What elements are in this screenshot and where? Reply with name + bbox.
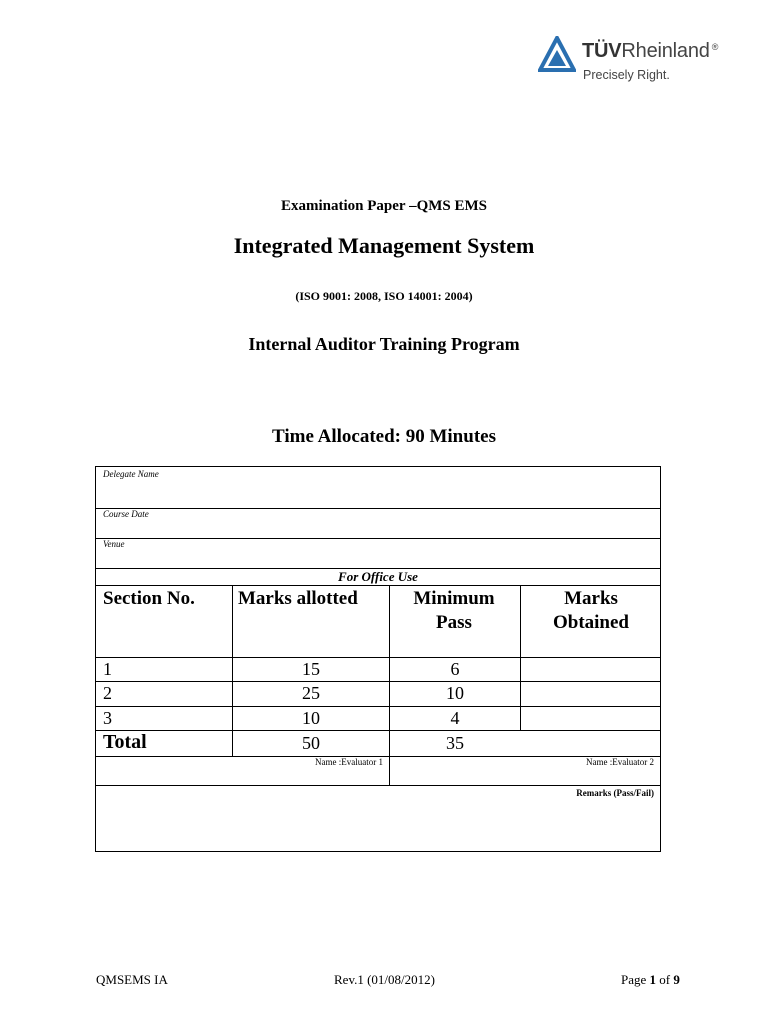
column-header-marks-obtained: Marks Obtained (552, 588, 630, 633)
total-minimum-pass: 35 (446, 733, 464, 753)
divider (96, 730, 660, 731)
tuv-rheinland-logo (538, 34, 738, 90)
standards-line: (ISO 9001: 2008, ISO 14001: 2004) (295, 289, 473, 303)
footer-doc-code: QMSEMS IA (96, 972, 168, 987)
evaluator-2-label: Name :Evaluator 2 (586, 757, 654, 767)
logo-tagline: Precisely Right. (583, 68, 670, 82)
footer-page-number: Page 1 of 9 (621, 972, 680, 987)
column-header-marks-allotted: Marks allotted (238, 588, 358, 609)
row-section: 3 (103, 708, 112, 728)
total-marks-allotted: 50 (302, 733, 320, 753)
divider (96, 585, 660, 586)
divider (96, 785, 660, 786)
divider (520, 585, 521, 730)
row-minimum-pass: 6 (450, 659, 460, 679)
column-header-minimum-pass: Minimum Pass (413, 588, 495, 633)
logo-triangle-icon (538, 36, 576, 72)
divider (96, 706, 660, 707)
divider (96, 657, 660, 658)
evaluator-1-label: Name :Evaluator 1 (315, 757, 383, 767)
row-marks-allotted: 10 (302, 708, 320, 728)
exam-form (95, 466, 661, 852)
row-minimum-pass: 4 (450, 708, 460, 728)
column-header-section: Section No. (103, 588, 195, 609)
exam-label: Examination Paper –QMS EMS (281, 198, 487, 214)
course-date-label: Course Date (103, 509, 149, 519)
program-title: Internal Auditor Training Program (248, 334, 520, 354)
time-allocated: Time Allocated: 90 Minutes (272, 426, 496, 447)
divider (96, 508, 660, 509)
total-label: Total (103, 731, 147, 753)
office-use-heading: For Office Use (338, 569, 418, 584)
divider (96, 538, 660, 539)
remarks-label: Remarks (Pass/Fail) (576, 788, 654, 798)
row-section: 1 (103, 659, 112, 679)
row-marks-allotted: 25 (302, 683, 320, 703)
row-section: 2 (103, 683, 112, 703)
delegate-name-label: Delegate Name (103, 469, 159, 479)
logo-brand: TÜVRheinland ® (582, 40, 719, 62)
row-minimum-pass: 10 (446, 683, 464, 703)
row-marks-allotted: 15 (302, 659, 320, 679)
page-title: Integrated Management System (233, 233, 535, 258)
footer-revision: Rev.1 (01/08/2012) (334, 972, 435, 987)
divider (96, 681, 660, 682)
venue-label: Venue (103, 539, 125, 549)
